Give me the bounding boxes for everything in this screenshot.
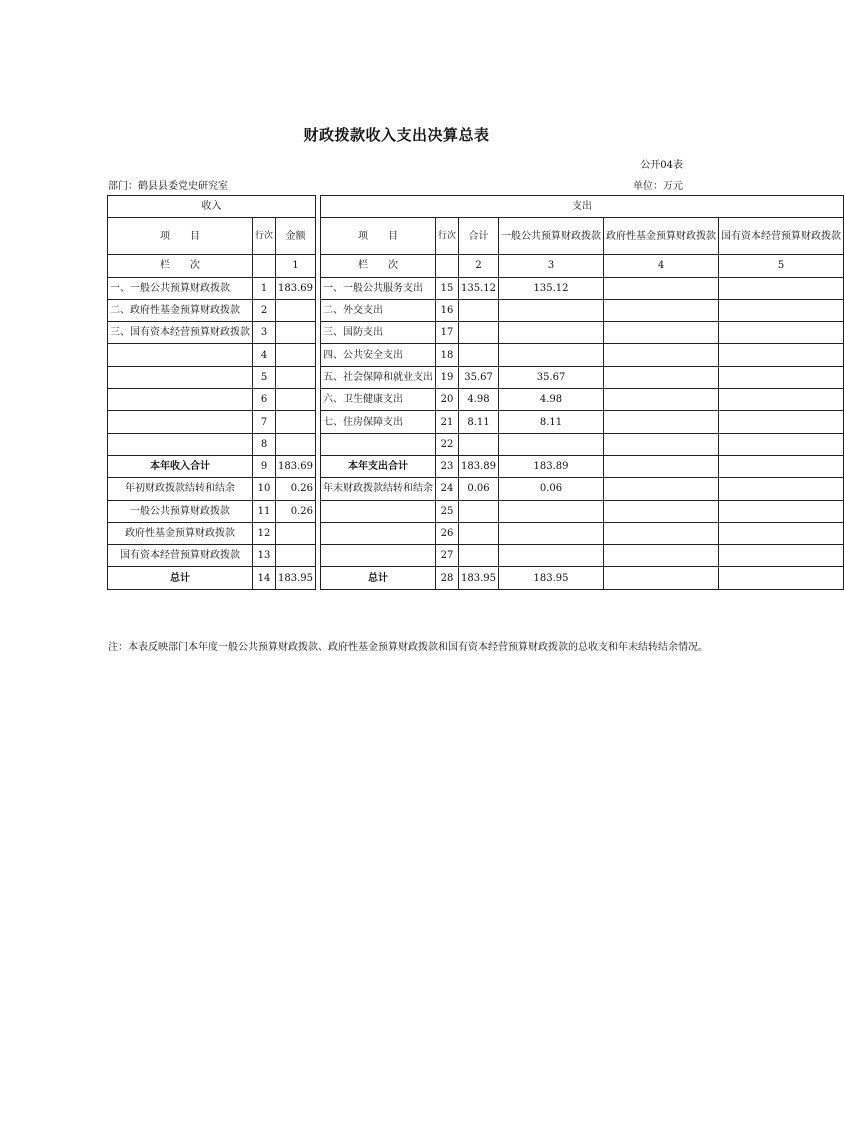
expense-total-header: 合计 bbox=[459, 218, 499, 255]
form-number: 公开04表 bbox=[640, 160, 683, 171]
col-index-1: 1 bbox=[276, 255, 316, 277]
expense-general bbox=[499, 500, 604, 522]
expense-row-no: 18 bbox=[436, 344, 459, 366]
expense-item: 七、住房保障支出 bbox=[321, 411, 436, 433]
income-amount-header: 金额 bbox=[276, 218, 316, 255]
expense-total: 135.12 bbox=[459, 277, 499, 299]
expense-state bbox=[719, 500, 844, 522]
table-row bbox=[108, 389, 844, 411]
empty-cell bbox=[436, 255, 459, 277]
income-item: 本年收入合计 bbox=[108, 455, 253, 477]
income-amount: 183.69 bbox=[276, 455, 316, 477]
expense-row-no: 15 bbox=[436, 277, 459, 299]
expense-state bbox=[719, 522, 844, 544]
expense-total bbox=[459, 545, 499, 567]
expense-row-no: 27 bbox=[436, 545, 459, 567]
income-item bbox=[108, 344, 253, 366]
expense-general: 35.67 bbox=[499, 366, 604, 388]
expense-general: 8.11 bbox=[499, 411, 604, 433]
expense-fund bbox=[604, 411, 719, 433]
expense-state bbox=[719, 455, 844, 477]
header-row-group bbox=[108, 196, 844, 218]
expense-state bbox=[719, 433, 844, 455]
expense-fund bbox=[604, 322, 719, 344]
expense-state bbox=[719, 478, 844, 500]
income-item: 总计 bbox=[108, 567, 253, 589]
expense-state bbox=[719, 344, 844, 366]
general-budget-header: 一般公共预算财政拨款 bbox=[499, 218, 604, 255]
expense-fund bbox=[604, 500, 719, 522]
income-row-no: 10 bbox=[253, 478, 276, 500]
expense-total: 0.06 bbox=[459, 478, 499, 500]
expense-state bbox=[719, 545, 844, 567]
unit-label: 单位：万元 bbox=[633, 181, 683, 192]
income-amount bbox=[276, 522, 316, 544]
expense-item: 总计 bbox=[321, 567, 436, 589]
income-amount: 183.95 bbox=[276, 567, 316, 589]
table-row bbox=[108, 366, 844, 388]
expense-total: 183.95 bbox=[459, 567, 499, 589]
fund-budget-header: 政府性基金预算财政拨款 bbox=[604, 218, 719, 255]
expense-fund bbox=[604, 567, 719, 589]
income-amount bbox=[276, 344, 316, 366]
expense-fund bbox=[604, 522, 719, 544]
expense-general bbox=[499, 344, 604, 366]
expense-state bbox=[719, 567, 844, 589]
expense-total: 4.98 bbox=[459, 389, 499, 411]
expense-fund bbox=[604, 478, 719, 500]
income-amount: 0.26 bbox=[276, 478, 316, 500]
table-row bbox=[108, 299, 844, 321]
expense-total bbox=[459, 433, 499, 455]
expense-state bbox=[719, 389, 844, 411]
income-item-header: 项 目 bbox=[108, 218, 253, 255]
expense-state bbox=[719, 322, 844, 344]
table-row bbox=[108, 522, 844, 544]
income-amount: 0.26 bbox=[276, 500, 316, 522]
income-row-no: 6 bbox=[253, 389, 276, 411]
income-item: 年初财政拨款结转和结余 bbox=[108, 478, 253, 500]
expense-item: 二、外交支出 bbox=[321, 299, 436, 321]
income-row-no: 8 bbox=[253, 433, 276, 455]
expense-item bbox=[321, 433, 436, 455]
expense-header: 支出 bbox=[321, 196, 844, 218]
income-row-no: 2 bbox=[253, 299, 276, 321]
col-index-3: 3 bbox=[499, 255, 604, 277]
income-item: 二、政府性基金预算财政拨款 bbox=[108, 299, 253, 321]
col-index-5: 5 bbox=[719, 255, 844, 277]
expense-row-no: 22 bbox=[436, 433, 459, 455]
expense-item: 本年支出合计 bbox=[321, 455, 436, 477]
expense-col-label: 栏 次 bbox=[321, 255, 436, 277]
income-amount bbox=[276, 411, 316, 433]
expense-item-header: 项 目 bbox=[321, 218, 436, 255]
table-row bbox=[108, 411, 844, 433]
income-item: 政府性基金预算财政拨款 bbox=[108, 522, 253, 544]
expense-item: 六、卫生健康支出 bbox=[321, 389, 436, 411]
expense-general: 183.95 bbox=[499, 567, 604, 589]
income-amount bbox=[276, 366, 316, 388]
table-row bbox=[108, 545, 844, 567]
expense-state bbox=[719, 299, 844, 321]
expense-general: 183.89 bbox=[499, 455, 604, 477]
col-index-4: 4 bbox=[604, 255, 719, 277]
expense-row-no: 28 bbox=[436, 567, 459, 589]
footnote: 注：本表反映部门本年度一般公共预算财政拨款、政府性基金预算财政拨款和国有资本经营预算财政拨款的总收支和年末结转结余情况。 bbox=[108, 642, 708, 653]
expense-row-no: 19 bbox=[436, 366, 459, 388]
department-label: 部门：鹤县县委党史研究室 bbox=[108, 181, 228, 192]
income-col-label: 栏 次 bbox=[108, 255, 253, 277]
income-row-no: 7 bbox=[253, 411, 276, 433]
income-item bbox=[108, 411, 253, 433]
expense-total: 183.89 bbox=[459, 455, 499, 477]
expense-row-no: 26 bbox=[436, 522, 459, 544]
table-row bbox=[108, 455, 844, 477]
expense-item: 四、公共安全支出 bbox=[321, 344, 436, 366]
income-amount bbox=[276, 389, 316, 411]
expense-state bbox=[719, 277, 844, 299]
table-row bbox=[108, 322, 844, 344]
table-row bbox=[108, 478, 844, 500]
expense-total: 35.67 bbox=[459, 366, 499, 388]
income-item: 一、一般公共预算财政拨款 bbox=[108, 277, 253, 299]
col-index-2: 2 bbox=[459, 255, 499, 277]
expense-row-no: 16 bbox=[436, 299, 459, 321]
income-row-no: 11 bbox=[253, 500, 276, 522]
header-row-columns bbox=[108, 218, 844, 255]
income-row-no: 14 bbox=[253, 567, 276, 589]
expense-general bbox=[499, 522, 604, 544]
expense-item: 年末财政拨款结转和结余 bbox=[321, 478, 436, 500]
expense-general: 135.12 bbox=[499, 277, 604, 299]
table-row bbox=[108, 344, 844, 366]
income-item: 国有资本经营预算财政拨款 bbox=[108, 545, 253, 567]
table-row bbox=[108, 277, 844, 299]
income-item: 一般公共预算财政拨款 bbox=[108, 500, 253, 522]
income-row-no: 5 bbox=[253, 366, 276, 388]
table-row bbox=[108, 433, 844, 455]
expense-total bbox=[459, 299, 499, 321]
expense-general bbox=[499, 322, 604, 344]
income-row-no: 9 bbox=[253, 455, 276, 477]
expense-total bbox=[459, 522, 499, 544]
expense-fund bbox=[604, 366, 719, 388]
expense-item: 五、社会保障和就业支出 bbox=[321, 366, 436, 388]
expense-fund bbox=[604, 545, 719, 567]
income-amount bbox=[276, 545, 316, 567]
expense-fund bbox=[604, 277, 719, 299]
income-row-no: 3 bbox=[253, 322, 276, 344]
income-amount bbox=[276, 433, 316, 455]
income-row-no-header: 行次 bbox=[253, 218, 276, 255]
expense-fund bbox=[604, 389, 719, 411]
income-row-no: 13 bbox=[253, 545, 276, 567]
expense-row-no: 17 bbox=[436, 322, 459, 344]
expense-row-no-header: 行次 bbox=[436, 218, 459, 255]
expense-fund bbox=[604, 344, 719, 366]
finance-summary-table bbox=[107, 195, 844, 590]
expense-row-no: 24 bbox=[436, 478, 459, 500]
expense-row-no: 25 bbox=[436, 500, 459, 522]
income-amount bbox=[276, 322, 316, 344]
income-amount bbox=[276, 299, 316, 321]
page-title: 财政拨款收入支出决算总表 bbox=[303, 126, 490, 144]
expense-general bbox=[499, 299, 604, 321]
expense-fund bbox=[604, 299, 719, 321]
column-index-row bbox=[108, 255, 844, 277]
expense-state bbox=[719, 366, 844, 388]
expense-row-no: 20 bbox=[436, 389, 459, 411]
expense-item bbox=[321, 500, 436, 522]
income-item bbox=[108, 389, 253, 411]
income-row-no: 12 bbox=[253, 522, 276, 544]
expense-general: 4.98 bbox=[499, 389, 604, 411]
expense-item bbox=[321, 522, 436, 544]
state-capital-header: 国有资本经营预算财政拨款 bbox=[719, 218, 844, 255]
expense-state bbox=[719, 411, 844, 433]
income-item bbox=[108, 366, 253, 388]
expense-item bbox=[321, 545, 436, 567]
income-row-no: 1 bbox=[253, 277, 276, 299]
income-header: 收入 bbox=[108, 196, 316, 218]
expense-total bbox=[459, 322, 499, 344]
expense-item: 三、国防支出 bbox=[321, 322, 436, 344]
expense-row-no: 23 bbox=[436, 455, 459, 477]
expense-general bbox=[499, 545, 604, 567]
expense-general: 0.06 bbox=[499, 478, 604, 500]
income-item bbox=[108, 433, 253, 455]
table-row-grand-total bbox=[108, 567, 844, 589]
income-row-no: 4 bbox=[253, 344, 276, 366]
income-amount: 183.69 bbox=[276, 277, 316, 299]
expense-general bbox=[499, 433, 604, 455]
expense-total: 8.11 bbox=[459, 411, 499, 433]
table-row bbox=[108, 500, 844, 522]
expense-total bbox=[459, 344, 499, 366]
expense-row-no: 21 bbox=[436, 411, 459, 433]
empty-cell bbox=[253, 255, 276, 277]
expense-total bbox=[459, 500, 499, 522]
income-item: 三、国有资本经营预算财政拨款 bbox=[108, 322, 253, 344]
expense-fund bbox=[604, 433, 719, 455]
expense-fund bbox=[604, 455, 719, 477]
expense-item: 一、一般公共服务支出 bbox=[321, 277, 436, 299]
